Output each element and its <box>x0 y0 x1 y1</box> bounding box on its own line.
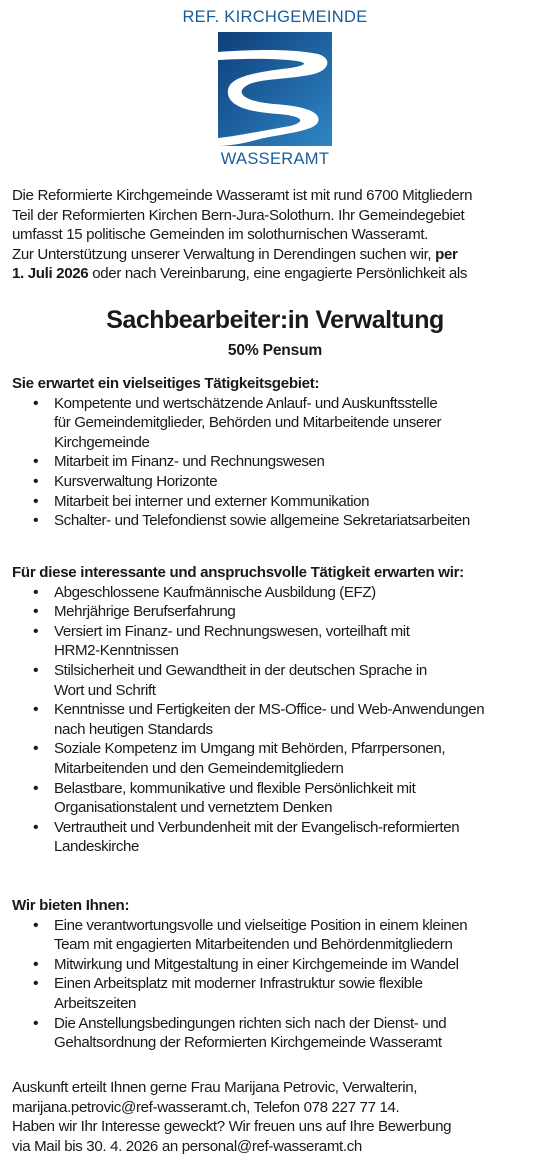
section-offer <box>12 896 542 1053</box>
section-tasks <box>12 374 542 531</box>
list-item-line: Organisationstalent und vernetztem Denken <box>54 799 333 817</box>
list-item-line: • Schalter- und Telefondienst sowie allgemeine Sekretariatsarbeiten <box>54 512 470 530</box>
intro-bold: per <box>435 245 458 263</box>
list-item-line: Mitarbeitenden und den Gemeindemitgliedern <box>54 759 344 777</box>
intro-line: umfasst 15 politische Gemeinden im solothurnischen Wasseramt. <box>12 226 429 244</box>
list-item <box>12 583 542 603</box>
river-emblem-icon <box>218 32 332 146</box>
contact-footer <box>12 1078 542 1156</box>
list-item-line: • Versiert im Finanz- und Rechnungswesen, vorteilhaft mit <box>54 622 410 640</box>
list-item-line: • Mitarbeit im Finanz- und Rechnungswesen <box>54 453 325 471</box>
list-item-line: • Mitwirkung und Mitgestaltung in einer Kirchgemeinde im Wandel <box>54 955 459 973</box>
list-item-line: • Einen Arbeitsplatz mit moderner Infrastruktur sowie flexible <box>54 975 423 993</box>
list-item-line: HRM2-Kenntnissen <box>54 642 179 660</box>
contact-line: Haben wir Ihr Interesse geweckt? Wir freuen uns auf Ihre Bewerbung <box>12 1118 452 1136</box>
list-item <box>12 974 542 1013</box>
church-logo <box>0 8 550 168</box>
list-item-line: • Kenntnisse und Fertigkeiten der MS-Office- und Web-Anwendungen <box>54 701 485 719</box>
list-item <box>12 661 542 700</box>
contact-line: marijana.petrovic@ref-wasseramt.ch, Telefon 078 227 77 14. <box>12 1098 400 1116</box>
list-item-line: • Kursverwaltung Horizonte <box>54 472 218 490</box>
list-item <box>12 779 542 818</box>
intro-line: Teil der Reformierten Kirchen Bern-Jura-Solothurn. Ihr Gemeindegebiet <box>12 206 465 224</box>
list-item <box>12 955 542 975</box>
logo-bottom-text: WASSERAMT <box>220 150 330 168</box>
list-item <box>12 394 542 453</box>
section-requirements <box>12 563 542 857</box>
bullet-list <box>12 916 542 1053</box>
list-item <box>12 700 542 739</box>
list-item-line: Team mit engagierten Mitarbeitenden und Behördenmitgliedern <box>54 936 453 954</box>
start-date: 1. Juli 2026 <box>12 265 89 283</box>
section-heading: Sie erwartet ein vielseitiges Tätigkeitsgebiet: <box>12 375 320 392</box>
contact-line: via Mail bis 30. 4. 2026 an personal@ref-wasseramt.ch <box>12 1137 362 1155</box>
intro-text: oder nach Vereinbarung, eine engagierte Persönlichkeit als <box>88 265 468 283</box>
list-item <box>12 472 542 492</box>
list-item <box>12 739 542 778</box>
list-item-line: • Mitarbeit bei interner und externer Kommunikation <box>54 492 370 510</box>
bullet-list <box>12 394 542 531</box>
list-item <box>12 818 542 857</box>
section-heading: Wir bieten Ihnen: <box>12 897 130 914</box>
list-item <box>12 1014 542 1053</box>
intro-text: Zur Unterstützung unserer Verwaltung in Derendingen suchen wir, <box>12 245 436 263</box>
list-item-line: • Mehrjährige Berufserfahrung <box>54 603 236 621</box>
list-item-line: • Vertrautheit und Verbundenheit mit der Evangelisch-reformierten <box>54 818 460 836</box>
list-item-line: • Die Anstellungsbedingungen richten sich nach der Dienst- und <box>54 1014 447 1032</box>
list-item-line: • Belastbare, kommunikative und flexible Persönlichkeit mit <box>54 779 416 797</box>
bullet-list <box>12 583 542 857</box>
contact-line: Auskunft erteilt Ihnen gerne Frau Marijana Petrovic, Verwalterin, <box>12 1079 418 1096</box>
list-item <box>12 916 542 955</box>
list-item-line: • Abgeschlossene Kaufmännische Ausbildung (EFZ) <box>54 583 376 601</box>
list-item-line: • Kompetente und wertschätzende Anlauf- und Auskunftsstelle <box>54 394 438 412</box>
list-item-line: Arbeitszeiten <box>54 994 137 1012</box>
intro-line <box>12 264 540 284</box>
list-item-line: Wort und Schrift <box>54 681 156 699</box>
intro-paragraph <box>12 186 540 284</box>
list-item-line: • Soziale Kompetenz im Umgang mit Behörden, Pfarrpersonen, <box>54 740 446 758</box>
section-heading: Für diese interessante und anspruchsvolle Tätigkeit erwarten wir: <box>12 564 464 581</box>
job-title: Sachbearbeiter:in Verwaltung <box>106 306 444 334</box>
list-item-line: Kirchgemeinde <box>54 433 150 451</box>
list-item <box>12 452 542 472</box>
list-item-line: nach heutigen Standards <box>54 720 213 738</box>
list-item-line: Gehaltsordnung der Reformierten Kirchgemeinde Wasseramt <box>54 1034 442 1052</box>
list-item-line: • Stilsicherheit und Gewandtheit in der deutschen Sprache in <box>54 661 427 679</box>
list-item-line: • Eine verantwortungsvolle und vielseitige Position in einem kleinen <box>54 916 468 934</box>
intro-line: Die Reformierte Kirchgemeinde Wasseramt ist mit rund 6700 Mitgliedern <box>12 187 473 204</box>
list-item-line: Landeskirche <box>54 838 139 856</box>
list-item <box>12 492 542 512</box>
list-item <box>12 511 542 531</box>
job-workload: 50% Pensum <box>227 342 323 359</box>
list-item <box>12 622 542 661</box>
list-item-line: für Gemeindemitglieder, Behörden und Mitarbeitende unserer <box>54 414 442 432</box>
intro-line <box>12 245 540 265</box>
list-item <box>12 602 542 622</box>
logo-top-text: REF. KIRCHGEMEINDE <box>182 8 368 26</box>
